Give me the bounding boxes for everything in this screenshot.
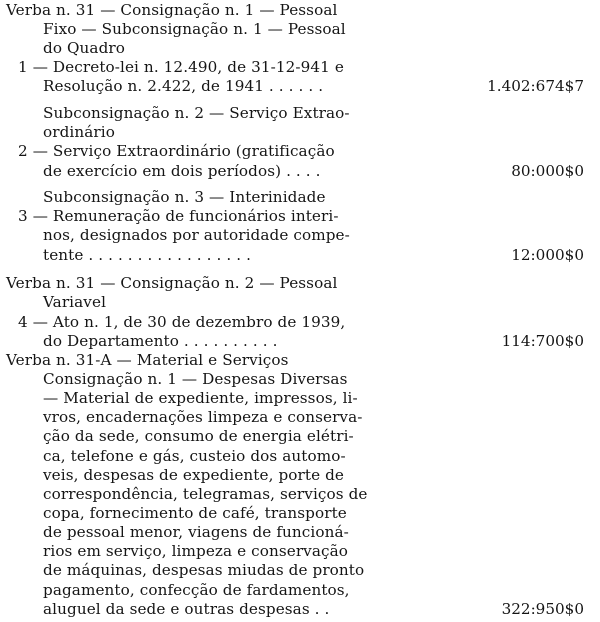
amount: 1.402:674$7 xyxy=(487,77,584,95)
text-line: vros, encadernações limpeza e conserva- xyxy=(43,408,363,426)
text-line: Resolução n. 2.422, de 1941 . . . . . . xyxy=(43,77,324,95)
text-line: — Material de expediente, impressos, li- xyxy=(43,389,358,407)
text-line: veis, despesas de expediente, porte de xyxy=(43,466,345,484)
text-line: Subconsignação n. 3 — Interinidade xyxy=(43,188,326,206)
text-line: Verba n. 31-A — Material e Serviços xyxy=(6,351,289,369)
text-line: Variavel xyxy=(43,293,107,311)
amount: 80:000$0 xyxy=(511,162,584,180)
text-line: de máquinas, despesas miudas de pronto xyxy=(43,561,365,579)
text-line: de pessoal menor, viagens de funcioná- xyxy=(43,523,349,541)
text-line: do Quadro xyxy=(43,39,126,57)
text-line: 3 — Remuneração de funcionários interi- xyxy=(18,207,339,225)
amount: 12:000$0 xyxy=(511,246,584,264)
text-line: ordinário xyxy=(43,123,115,141)
text-line: copa, fornecimento de café, transporte xyxy=(43,504,347,522)
text-line: Fixo — Subconsignação n. 1 — Pessoal xyxy=(43,20,346,38)
text-line: Verba n. 31 — Consignação n. 1 — Pessoal xyxy=(6,1,338,19)
text-line: ção da sede, consumo de energia elétri- xyxy=(43,427,354,445)
text-line: rios em serviço, limpeza e conservação xyxy=(43,542,349,560)
amount: 322:950$0 xyxy=(501,600,584,618)
text-line: aluguel da sede e outras despesas . . xyxy=(43,600,330,618)
text-line: pagamento, confecção de fardamentos, xyxy=(43,581,350,599)
text-line: nos, designados por autoridade compe- xyxy=(43,226,350,244)
text-line: Subconsignação n. 2 — Serviço Extrao- xyxy=(43,104,350,122)
text-line: Consignação n. 1 — Despesas Diversas xyxy=(43,370,348,388)
text-line: ca, telefone e gás, custeio dos automo- xyxy=(43,447,346,465)
text-line: do Departamento . . . . . . . . . . xyxy=(43,332,278,350)
text-line: de exercício em dois períodos) . . . . xyxy=(43,162,321,180)
text-line: correspondência, telegramas, serviços de xyxy=(43,485,368,503)
text-line: tente . . . . . . . . . . . . . . . . . xyxy=(43,246,252,264)
text-line: 2 — Serviço Extraordinário (gratificação xyxy=(18,142,335,160)
text-line: 1 — Decreto-lei n. 12.490, de 31-12-941 e xyxy=(18,58,344,76)
amount: 114:700$0 xyxy=(501,332,584,350)
text-line: Verba n. 31 — Consignação n. 2 — Pessoal xyxy=(6,274,338,292)
text-line: 4 — Ato n. 1, de 30 de dezembro de 1939, xyxy=(18,313,346,331)
